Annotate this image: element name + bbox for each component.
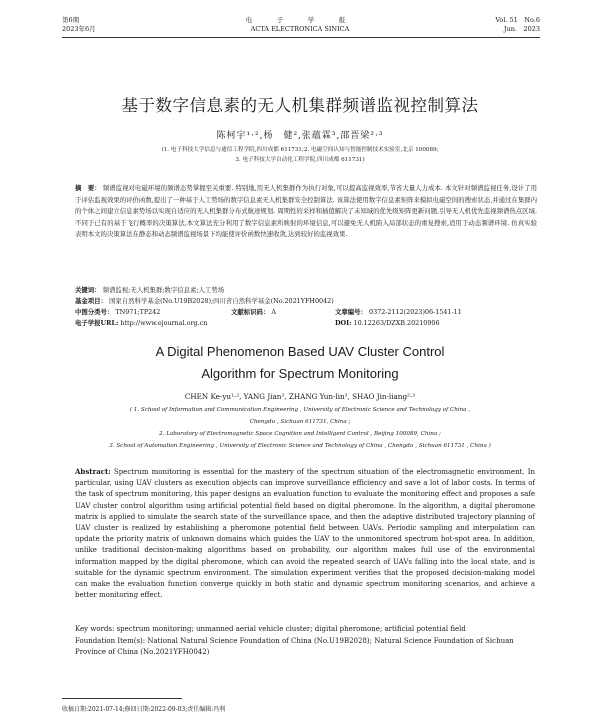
article-number-label: 文章编号： <box>335 308 367 316</box>
paper-title-en-line-2: Algorithm for Spectrum Monitoring <box>201 366 399 381</box>
date-en: Jun. 2023 <box>503 25 540 33</box>
keywords-en-label: Key words: <box>75 625 115 633</box>
doi-value[interactable]: 10.12263/DZXB.20210906 <box>353 319 440 327</box>
journal-name-cn: 电 子 学 报 <box>245 16 355 24</box>
doc-code-value: A <box>271 308 277 316</box>
url-doi-line <box>75 318 535 329</box>
keywords-cn-label: 关键词： <box>75 286 101 294</box>
volume-number: Vol. 51 No.6 <box>495 16 540 24</box>
authors-cn: 陈柯宇¹·²,杨 健²,张蕴霖³,邵晋梁²·³ <box>216 131 384 141</box>
affiliation-cn-line-2: 3. 电子科技大学自动化工程学院,四川成都 611731) <box>235 157 365 163</box>
doi-label: DOI: <box>335 319 352 327</box>
authors-en: CHEN Ke-yu¹·², YANG Jian², ZHANG Yun-lin³, SHAO Jin-liang²·³ <box>184 392 416 401</box>
affiliation-en-line-3: 2. Laboratory of Electromagnetic Space Cognition and Intelligent Control , Beijing 100089, China ; <box>159 431 441 437</box>
classification-line <box>75 307 535 318</box>
header-right <box>495 16 540 34</box>
clc-value: TN971;TP242 <box>115 308 161 316</box>
fund-cn-label: 基金项目： <box>75 297 107 305</box>
paper-title-en <box>0 341 600 385</box>
fund-en-text: National Natural Science Foundation of China (No.U19B2028); Natural Science Foundation of Sichuan Province of China (No.2021YFH0042) <box>75 637 514 657</box>
keywords-en <box>75 624 535 635</box>
paper-title-cn: 基于数字信息素的无人机集群频谱监视控制算法 <box>121 96 479 115</box>
abstract-en-text: Spectrum monitoring is essential for the mastery of the spectrum situation of the electromagnetic environment. In particular, using UAV clusters as execution objects can improve surveillance efficiency and save a lot of labor costs. In terms of the task of spectrum monitoring, this paper designs an evaluation function to evaluate the monitoring effect and proposes a safe UAV cluster control algorithm using artificial potential field based on digital pheromone. In the algorithm, a digital pheromone matrix is applied to simulate the search state of the surveillance space, and then the adaptive distributed trajectory planning of UAV cluster is realized by establishing a pheromone potential field between UAVs. Periodic sampling and interpolation can update the priority matrix of unknown domains which guides the UAV to the unmonitored spectrum hot-spot area. In addition, unlike traditional decision-making algorithms based on probability, our algorithm makes full use of the environmental information mapped by the digital pheromone, which can avoid the repeated search of UAVs falling into the local state, and is suitable for the dynamic spectrum environment. The simulation experiment verifies that the proposed decision-making model can make the evaluation function converge quickly in both static and dynamic spectrum monitoring scenarios, and achieve a better monitoring effect. <box>75 468 535 600</box>
article-number <box>335 307 462 318</box>
fund-en-label: Foundation Item(s): <box>75 637 146 645</box>
fund-cn-text: 国家自然科学基金(No.U19B2028);四川省自然科学基金(No.2021YFH0042) <box>109 297 334 305</box>
header-rule <box>62 37 540 38</box>
abstract-cn-label: 摘 要： <box>75 184 101 192</box>
doi <box>335 318 440 329</box>
doc-code <box>231 307 276 318</box>
issue-cn: 第6期 <box>62 16 80 24</box>
date-cn: 2023年6月 <box>62 25 96 33</box>
article-number-value: 0372-2112(2023)06-1541-11 <box>369 308 462 316</box>
paper-title-en-line-1: A Digital Phenomenon Based UAV Cluster Control <box>155 344 445 359</box>
received-dates: 收稿日期:2021-07-14;修回日期:2022-09-03;责任编辑:冯利 <box>62 706 226 713</box>
abstract-en <box>75 466 535 601</box>
journal-url[interactable]: http://www.ejournal.org.cn <box>120 319 208 327</box>
abstract-cn <box>75 183 537 241</box>
fund-en <box>75 636 535 658</box>
footer-rule <box>62 698 182 699</box>
abstract-en-label: Abstract: <box>75 467 111 476</box>
fund-cn <box>75 296 334 307</box>
journal-name-en: ACTA ELECTRONICA SINICA <box>250 25 350 33</box>
affiliation-en-line-2: Chengdu , Sichuan 611731, China ; <box>249 419 351 425</box>
affiliation-en-line-1: ( 1. School of Information and Communication Engineering , University of Electronic Science and Technology of China , <box>129 407 471 413</box>
url-label: 电子学报URL: <box>75 319 119 327</box>
keywords-cn-text: 频谱监视;无人机集群;数字信息素;人工势场 <box>102 286 225 294</box>
keywords-en-text: spectrum monitoring; unmanned aerial vehicle cluster; digital pheromone; artificial potential field <box>116 625 466 633</box>
affiliation-en-line-4: 3. School of Automation Engineering , University of Electronic Science and Technology of China , Chengdu , Sichuan 611731 , China ) <box>109 443 491 449</box>
keywords-cn <box>75 285 224 296</box>
doc-code-label: 文献标识码： <box>231 308 270 316</box>
affiliation-cn-line-1: (1. 电子科技大学信息与通信工程学院,四川成都 611731;2. 电磁空间认知与智能控制技术实验室,北京 100089; <box>161 147 439 153</box>
abstract-cn-text: 频谱监视对电磁环境的频谱态势掌握至关重要. 特别地,用无人机集群作为执行对象,可以提高监视效率,节省大量人力成本. 本文针对频谱监视任务,设计了用于评估监视效果的评价函数,提出了一种基于人工势场的数字信息素无人机集群安全控制算法. 该算法使用数字信息素矩阵来模拟电磁空间的搜索状态,并通过在集群内的个体之间建立信息素势场以实现自适应的无人机集群分布式航迹规划. 周期性的采样和插值解决了未知域的优先级矩阵更新问题,引导无人机优先监视频谱热点区域. 不同于已有的基于飞行概率的决策算法,本文算法充分利用了数字信息素所映射的环境信息,可以避免无人机陷入局部状态的重复搜索,适用于动态频谱环境. 仿真实验表明本文的决策算法在静态和动态频谱监视场景下均能使评价函数快速收敛,达到较好的监视效果. <box>75 184 538 239</box>
clc-label: 中图分类号： <box>75 308 114 316</box>
